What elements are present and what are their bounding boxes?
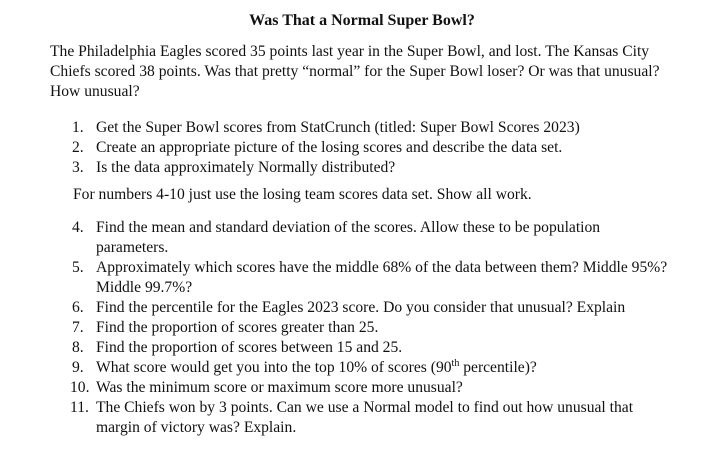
item-text: [96, 359, 537, 376]
list-item: [72, 298, 672, 318]
item-number: 4.: [72, 219, 84, 236]
item-number: 3.: [72, 159, 84, 176]
item-number: 9.: [72, 359, 84, 376]
item-number: 10.: [70, 379, 90, 396]
item-text: Find the percentile for the Eagles 2023 score. Do you consider that unusual? Explain: [96, 299, 626, 316]
item-number: 5.: [72, 259, 84, 276]
item-text: The Chiefs won by 3 points. Can we use a Normal model to find out how unusual that margin of victory was? Explain.: [96, 399, 634, 436]
instruction-note: For numbers 4-10 just use the losing team scores data set. Show all work.: [73, 186, 532, 203]
intro-paragraph: The Philadelphia Eagles scored 35 points last year in the Super Bowl, and lost. The Kansas City Chiefs scored 38 points. Was that pretty “normal” for the Super Bowl loser? Or was that unusual? How unusual?: [50, 43, 660, 100]
item-text: Find the proportion of scores greater than 25.: [96, 319, 379, 336]
item-number: 11.: [70, 399, 89, 416]
question-list-part-1: [72, 118, 672, 178]
item-text-before: What score would get you into the top 10% of scores (90: [96, 359, 452, 376]
item-text: Approximately which scores have the middle 68% of the data between them? Middle 95%? Middle 99.7%?: [96, 259, 668, 296]
list-item: [72, 258, 672, 298]
list-item: [72, 158, 672, 178]
item-number: 2.: [72, 139, 84, 156]
list-item: [72, 118, 672, 138]
list-item: [72, 318, 672, 338]
item-text: Get the Super Bowl scores from StatCrunch (titled: Super Bowl Scores 2023): [96, 119, 580, 136]
list-item: [72, 338, 672, 358]
list-item: [72, 398, 672, 438]
item-number: 1.: [72, 119, 84, 136]
item-number: 8.: [72, 339, 84, 356]
item-number: 6.: [72, 299, 84, 316]
item-text: Find the proportion of scores between 15 and 25.: [96, 339, 403, 356]
item-text: Find the mean and standard deviation of the scores. Allow these to be population parameters.: [96, 219, 601, 256]
item-text: Is the data approximately Normally distributed?: [96, 159, 396, 176]
item-text-after: percentile)?: [459, 359, 537, 376]
list-item: [72, 378, 672, 398]
list-item: [72, 138, 672, 158]
item-text: Was the minimum score or maximum score more unusual?: [96, 379, 463, 396]
item-text: Create an appropriate picture of the losing scores and describe the data set.: [96, 139, 563, 156]
list-item: [72, 218, 672, 258]
item-number: 7.: [72, 319, 84, 336]
document-title: Was That a Normal Super Bowl?: [249, 12, 475, 29]
ordinal-superscript: th: [451, 357, 460, 369]
list-item: [72, 358, 672, 378]
question-list-part-2: [72, 218, 672, 438]
